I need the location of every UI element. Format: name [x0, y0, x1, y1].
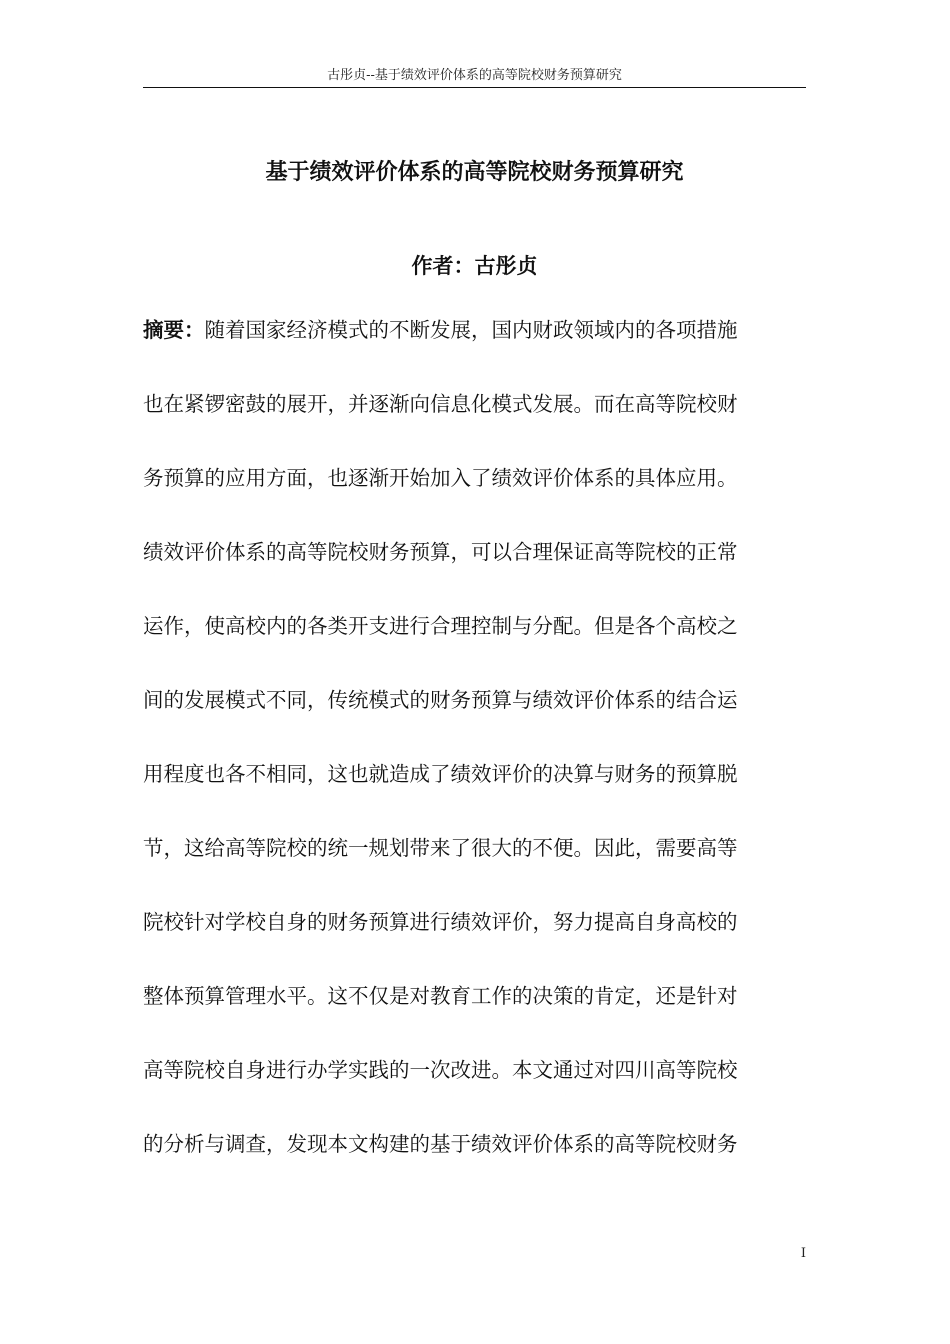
abstract-line-3: 务预算的应用方面，也逐渐开始加入了绩效评价体系的具体应用。 [143, 466, 738, 490]
abstract-line-12: 的分析与调查，发现本文构建的基于绩效评价体系的高等院校财务 [143, 1132, 738, 1156]
abstract-line-6: 间的发展模式不同，传统模式的财务预算与绩效评价体系的结合运 [143, 688, 738, 712]
abstract-line-5: 运作，使高校内的各类开支进行合理控制与分配。但是各个高校之 [143, 614, 738, 638]
abstract-label: 摘要： [143, 318, 205, 342]
abstract-line-4: 绩效评价体系的高等院校财务预算，可以合理保证高等院校的正常 [143, 540, 738, 564]
document-title: 基于绩效评价体系的高等院校财务预算研究 [265, 160, 684, 185]
abstract-line-7: 用程度也各不相同，这也就造成了绩效评价的决算与财务的预算脱 [143, 762, 738, 786]
abstract-line-2: 也在紧锣密鼓的展开，并逐渐向信息化模式发展。而在高等院校财 [143, 392, 738, 416]
abstract-section [143, 312, 806, 1200]
header-rule [143, 87, 806, 88]
page-number: I [800, 1246, 806, 1261]
abstract-line-10: 整体预算管理水平。这不仅是对教育工作的决策的肯定，还是针对 [143, 984, 738, 1008]
abstract-line-9: 院校针对学校自身的财务预算进行绩效评价，努力提高自身高校的 [143, 910, 738, 934]
running-header: 古彤贞--基于绩效评价体系的高等院校财务预算研究 [327, 68, 622, 83]
abstract-line-11: 高等院校自身进行办学实践的一次改进。本文通过对四川高等院校 [143, 1058, 738, 1082]
document-author: 作者：古彤贞 [411, 254, 538, 278]
abstract-line-text: 随着国家经济模式的不断发展，国内财政领域内的各项措施 [204, 318, 738, 342]
abstract-line-8: 节，这给高等院校的统一规划带来了很大的不便。因此，需要高等 [143, 836, 738, 860]
abstract-line-1 [143, 312, 806, 386]
